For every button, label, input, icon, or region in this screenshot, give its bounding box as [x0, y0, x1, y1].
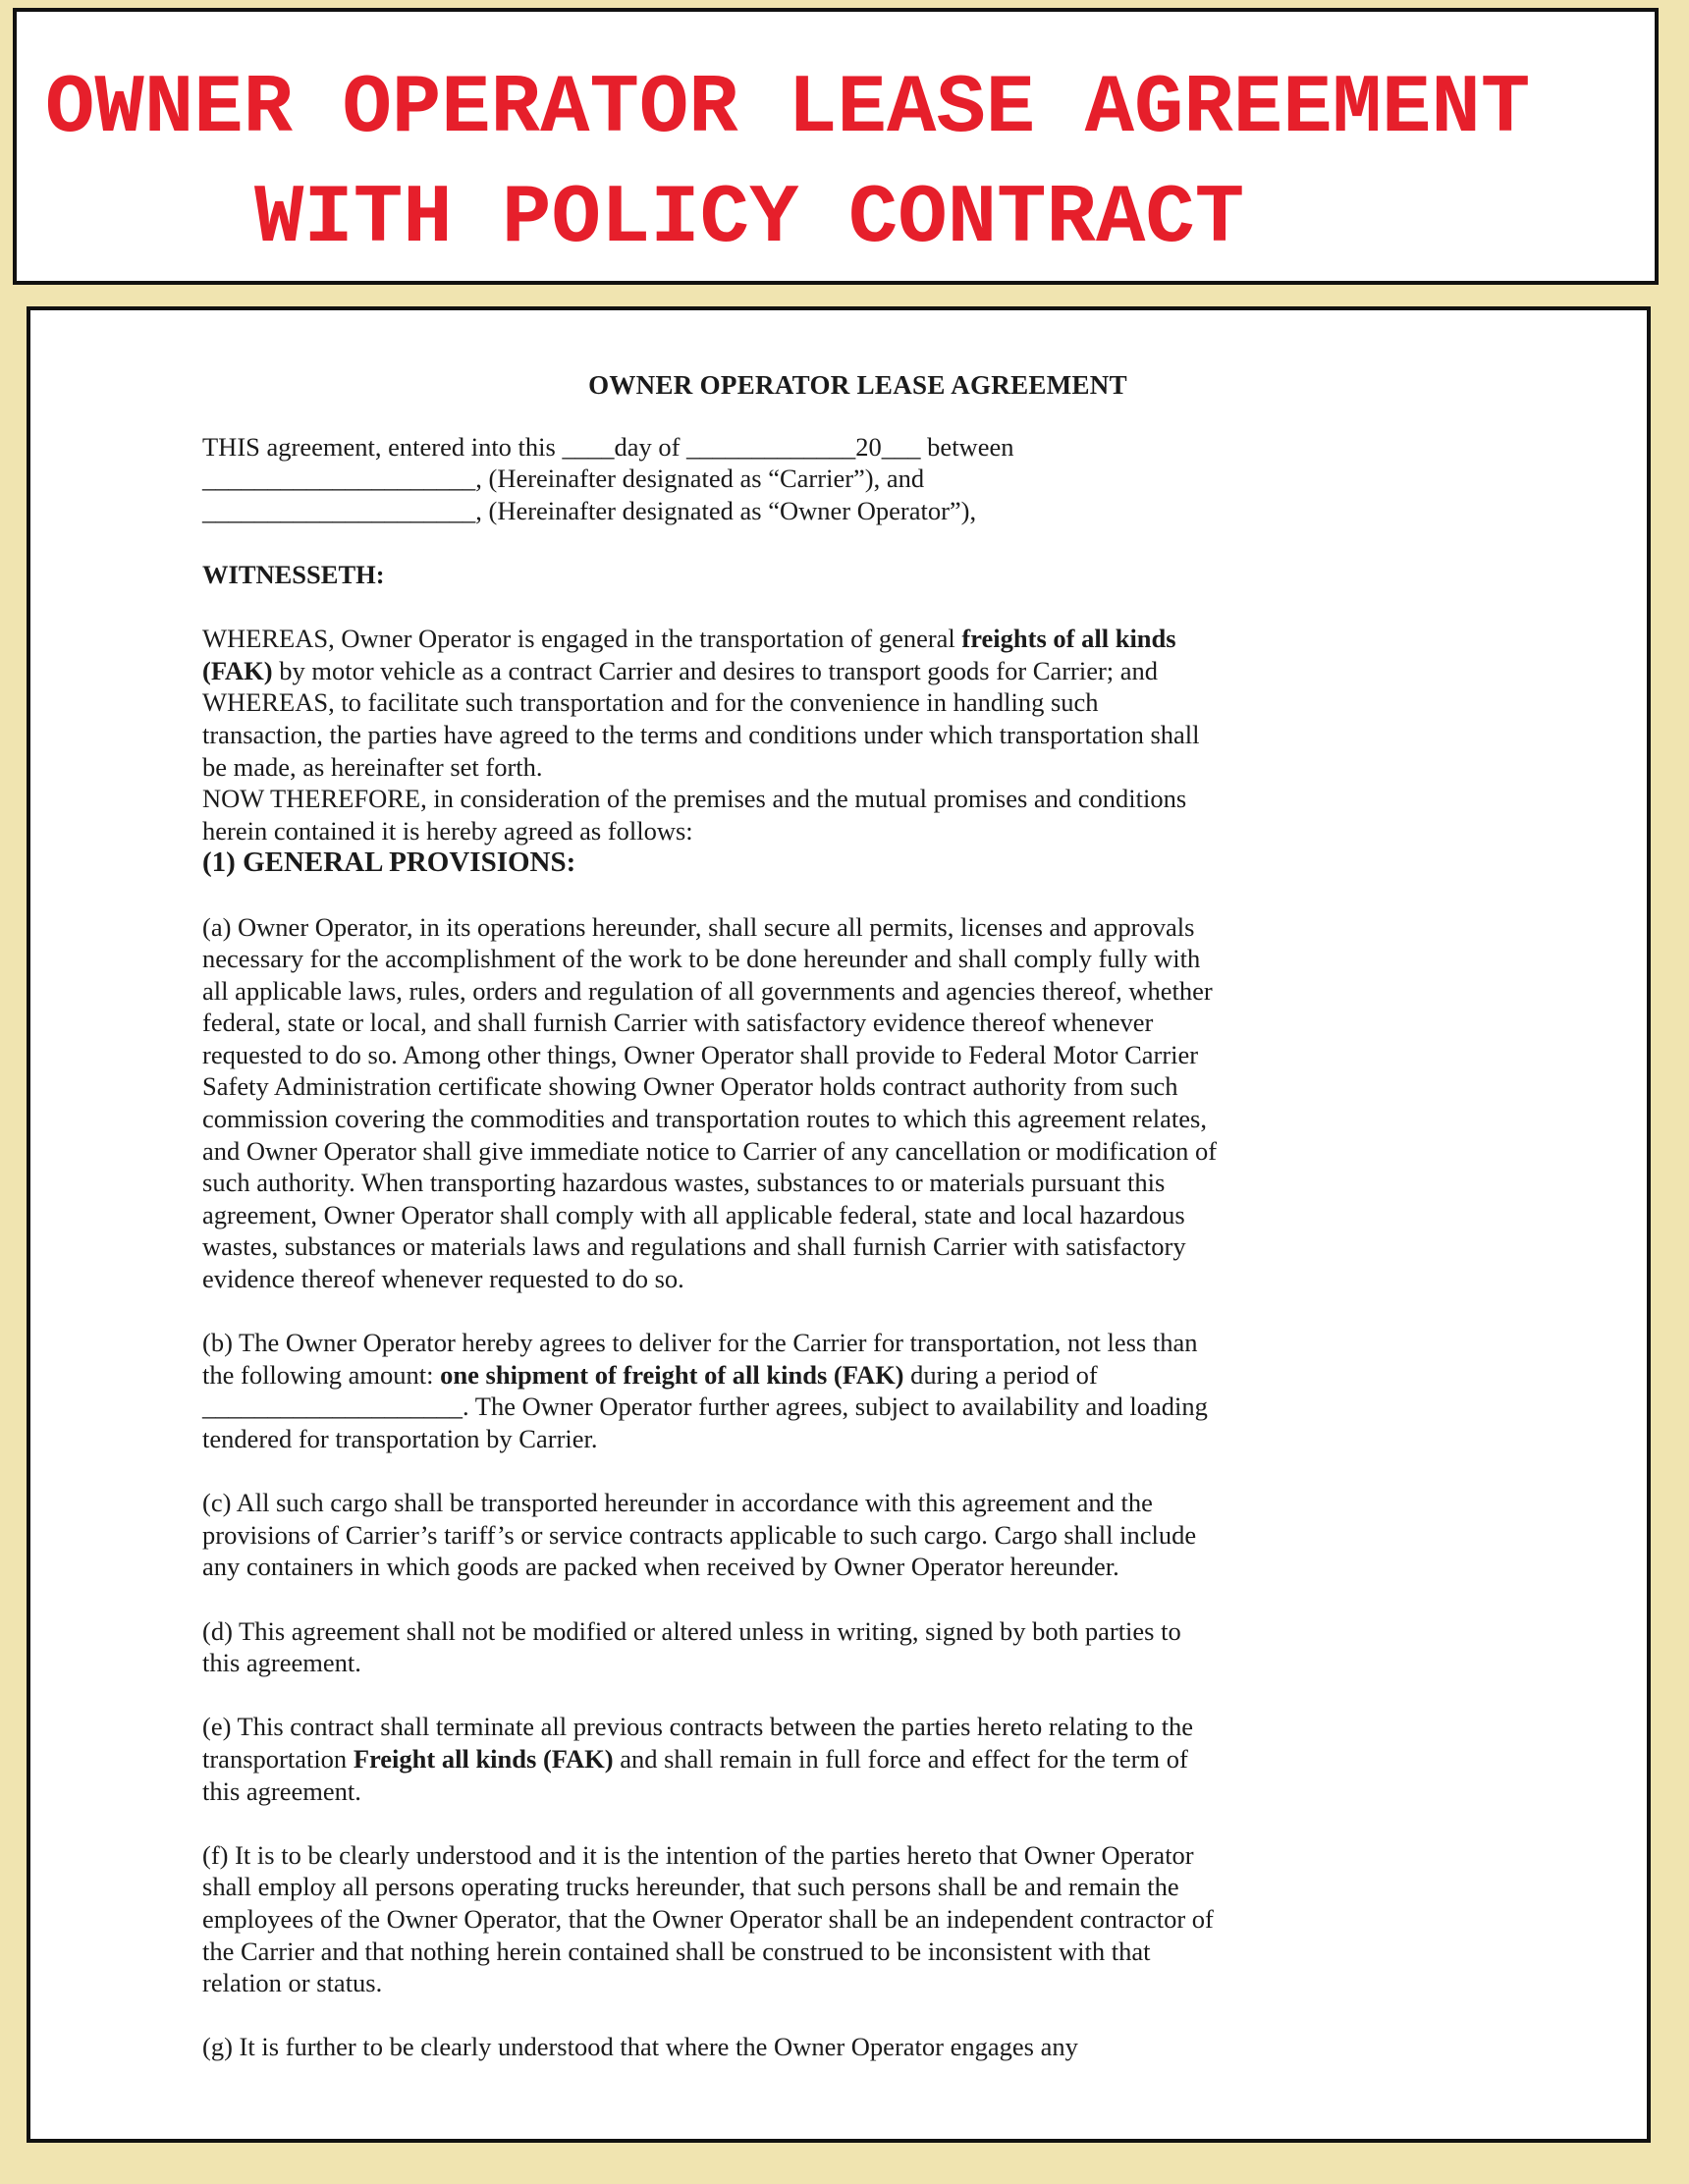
whereas-line: [202, 623, 1469, 655]
provision-line: and Owner Operator shall give immediate notice to Carrier of any cancellation or modification of: [202, 1135, 1218, 1166]
document-body: [202, 369, 1469, 2063]
document-title: OWNER OPERATOR LEASE AGREEMENT: [588, 370, 1127, 400]
provision-line: any containers in which goods are packed when received by Owner Operator hereunder.: [202, 1552, 1119, 1582]
provision-line: such authority. When transporting hazardous wastes, substances to or materials pursuant this: [202, 1168, 1166, 1198]
banner-title-line-2: WITH POLICY CONTRACT: [254, 173, 1245, 266]
whereas-paragraph: [202, 623, 1469, 846]
intro-paragraph: [202, 431, 1469, 527]
provision-line: [202, 1359, 1469, 1392]
provision-line: ____________________. The Owner Operator further agrees, subject to availability and loading: [202, 1392, 1208, 1422]
provision-e: [202, 1711, 1469, 1807]
provision-text: the following amount:: [202, 1359, 441, 1390]
now-therefore-line: herein contained it is hereby agreed as follows:: [202, 815, 693, 846]
provision-a: [202, 911, 1469, 1295]
general-provisions-heading: (1) GENERAL PROVISIONS:: [202, 846, 576, 879]
provision-d: [202, 1615, 1469, 1679]
provision-line: relation or status.: [202, 1968, 383, 1998]
provision-line: evidence thereof whenever requested to do so.: [202, 1264, 684, 1294]
provision-line: [202, 1743, 1469, 1775]
provision-line: (e) This contract shall terminate all previous contracts between the parties hereto relating to the: [202, 1712, 1194, 1742]
provision-line: necessary for the accomplishment of the work to be done hereunder and shall comply fully with: [202, 944, 1201, 974]
title-banner: [13, 8, 1659, 285]
whereas-line: WHEREAS, to facilitate such transportation and for the convenience in handling such: [202, 687, 1099, 718]
provision-line: (a) Owner Operator, in its operations hereunder, shall secure all permits, licenses and approvals: [202, 911, 1195, 942]
provision-line: provisions of Carrier’s tariff’s or service contracts applicable to such cargo. Cargo shall include: [202, 1519, 1197, 1550]
provision-f: [202, 1839, 1469, 1999]
intro-line: _____________________, (Hereinafter designated as “Carrier”), and: [202, 464, 925, 494]
provision-line: wastes, substances or materials laws and regulations and shall furnish Carrier with satisfactory: [202, 1231, 1186, 1262]
provision-line: tendered for transportation by Carrier.: [202, 1424, 598, 1453]
whereas-text: WHEREAS, Owner Operator is engaged in the transportation of general: [202, 624, 962, 654]
witnesseth-heading: WITNESSETH:: [202, 559, 385, 589]
whereas-line: [202, 655, 1469, 687]
provision-c: [202, 1487, 1469, 1583]
provision-line: all applicable laws, rules, orders and regulation of all governments and agencies thereof, whether: [202, 975, 1213, 1006]
provision-line: employees of the Owner Operator, that the Owner Operator shall be an independent contractor of: [202, 1903, 1214, 1934]
provision-line: federal, state or local, and shall furnish Carrier with satisfactory evidence thereof whenever: [202, 1008, 1154, 1038]
whereas-line: be made, as hereinafter set forth.: [202, 751, 543, 782]
intro-line: _____________________, (Hereinafter designated as “Owner Operator”),: [202, 495, 977, 525]
provision-line: this agreement.: [202, 1648, 361, 1678]
provision-line: (c) All such cargo shall be transported hereunder in accordance with this agreement and the: [202, 1488, 1153, 1518]
banner-title-line-1: OWNER OPERATOR LEASE AGREEMENT: [45, 63, 1531, 156]
provision-text: during a period of: [903, 1359, 1098, 1390]
now-therefore-line: NOW THEREFORE, in consideration of the premises and the mutual promises and conditions: [202, 784, 1187, 814]
whereas-text: by motor vehicle as a contract Carrier and desires to transport goods for Carrier; and: [272, 655, 1159, 685]
document-page: [27, 306, 1651, 2143]
provision-bold-text: one shipment of freight of all kinds (FAK): [440, 1359, 904, 1390]
provision-text: transportation: [202, 1743, 354, 1774]
provision-bold-text: Freight all kinds (FAK): [353, 1743, 614, 1774]
whereas-bold-text: (FAK): [202, 655, 273, 685]
provision-line: (b) The Owner Operator hereby agrees to deliver for the Carrier for transportation, not less than: [202, 1328, 1198, 1358]
provision-b: [202, 1327, 1469, 1454]
provision-line: (g) It is further to be clearly understood that where the Owner Operator engages any: [202, 2032, 1078, 2062]
provision-line: Safety Administration certificate showing Owner Operator holds contract authority from such: [202, 1071, 1178, 1102]
provision-line: shall employ all persons operating trucks hereunder, that such persons shall be and remain the: [202, 1872, 1179, 1902]
provision-line: the Carrier and that nothing herein contained shall be construed to be inconsistent with that: [202, 1936, 1151, 1966]
provision-text: and shall remain in full force and effect for the term of: [613, 1743, 1188, 1774]
provision-line: requested to do so. Among other things, Owner Operator shall provide to Federal Motor Carrier: [202, 1039, 1199, 1069]
provision-line: (f) It is to be clearly understood and it is the intention of the parties hereto that Owner Operator: [202, 1839, 1194, 1870]
provision-line: (d) This agreement shall not be modified or altered unless in writing, signed by both parties to: [202, 1615, 1181, 1646]
provision-line: agreement, Owner Operator shall comply with all applicable federal, state and local hazardous: [202, 1199, 1185, 1229]
intro-line: THIS agreement, entered into this ____day of _____________20___ between: [202, 431, 1014, 462]
whereas-bold-text: freights of all kinds: [961, 624, 1176, 654]
provision-line: commission covering the commodities and transportation routes to which this agreement relates,: [202, 1104, 1207, 1134]
provision-g: [202, 2031, 1469, 2063]
whereas-line: transaction, the parties have agreed to the terms and conditions under which transportation shall: [202, 719, 1200, 749]
provision-line: this agreement.: [202, 1775, 361, 1806]
